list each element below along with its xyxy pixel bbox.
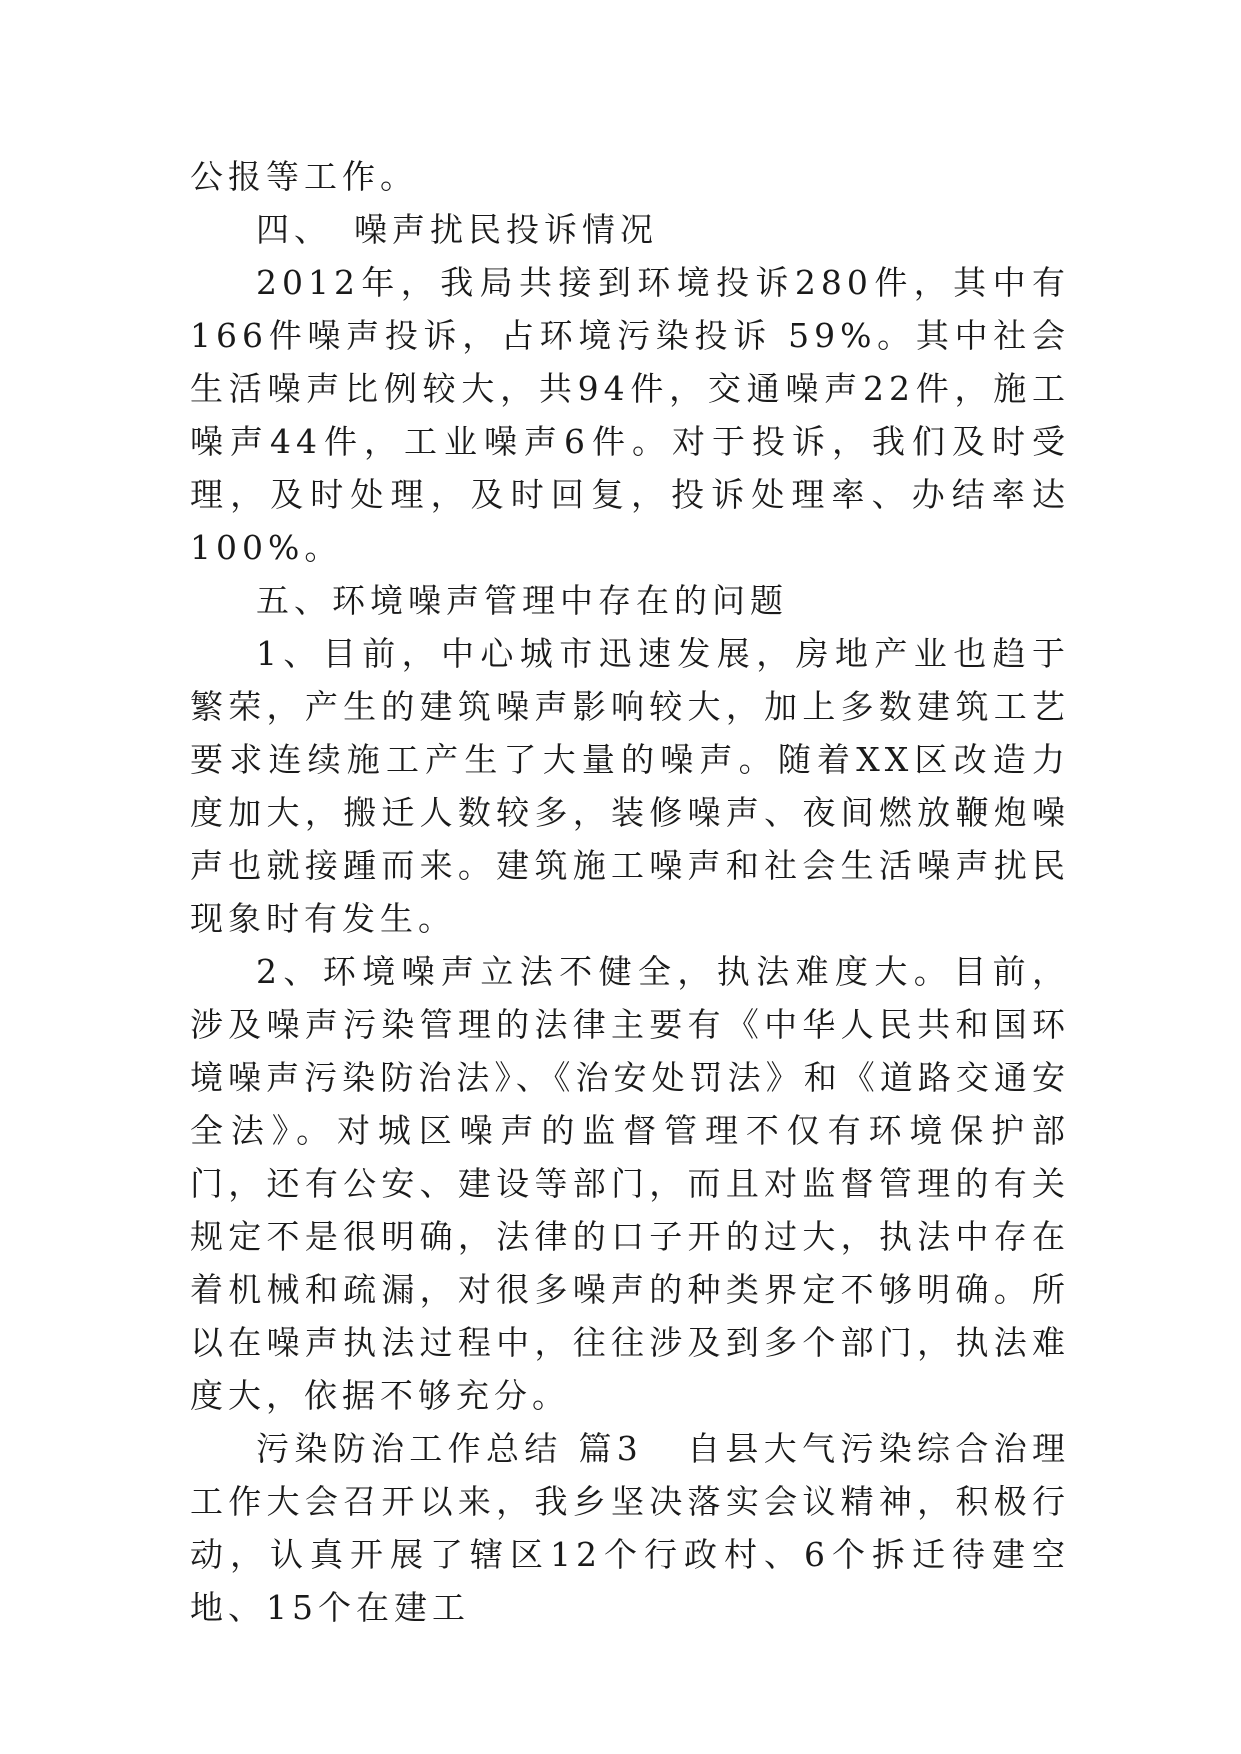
document-body (190, 150, 1070, 1634)
paragraph-problem-1: 1、目前，中心城市迅速发展，房地产业也趋于繁荣，产生的建筑噪声影响较大，加上多数建筑工艺要求连续施工产生了大量的噪声。随着XX区改造力度加大，搬迁人数较多，装修噪声、夜间燃放鞭炮噪声也就接踵而来。建筑施工噪声和社会生活噪声扰民现象时有发生。 (190, 634, 1070, 938)
section-heading-4 (190, 203, 1070, 256)
section-title-4: 噪声扰民投诉情况 (354, 210, 658, 249)
part-label: 篇3 (578, 1429, 643, 1468)
paragraph-problem-2: 2、环境噪声立法不健全，执法难度大。目前，涉及噪声污染管理的法律主要有《中华人民共和国环境噪声污染防治法》、《治安处罚法》和《道路交通安全法》。对城区噪声的监督管理不仅有环境保护部门，还有公安、建设等部门，而且对监督管理的有关规定不是很明确，法律的口子开的过大，执法中存在着机械和疏漏，对很多噪声的种类界定不够明确。所以在噪声执法过程中，往往涉及到多个部门，执法难度大，依据不够充分。 (190, 952, 1070, 1415)
paragraph-continuation: 公报等工作。 (190, 157, 418, 196)
section-number-4: 四、 (256, 210, 332, 249)
part-title: 污染防治工作总结 (256, 1429, 563, 1468)
section-heading-5: 五、环境噪声管理中存在的问题 (256, 581, 788, 620)
paragraph-part-3 (190, 1422, 1070, 1634)
part-3-text: 自县大气污染综合治理工作大会召开以来，我乡坚决落实会议精神，积极行动，认真开展了辖区12个行政村、6个拆迁待建空地、15个在建工 (190, 1429, 1071, 1627)
paragraph-complaints: 2012年，我局共接到环境投诉280件，其中有166件噪声投诉，占环境污染投诉 59%。其中社会生活噪声比例较大，共94件，交通噪声22件，施工噪声44件，工业噪声6件。对于投诉，我们及时受理，及时处理，及时回复，投诉处理率、办结率达100%。 (190, 263, 1070, 567)
